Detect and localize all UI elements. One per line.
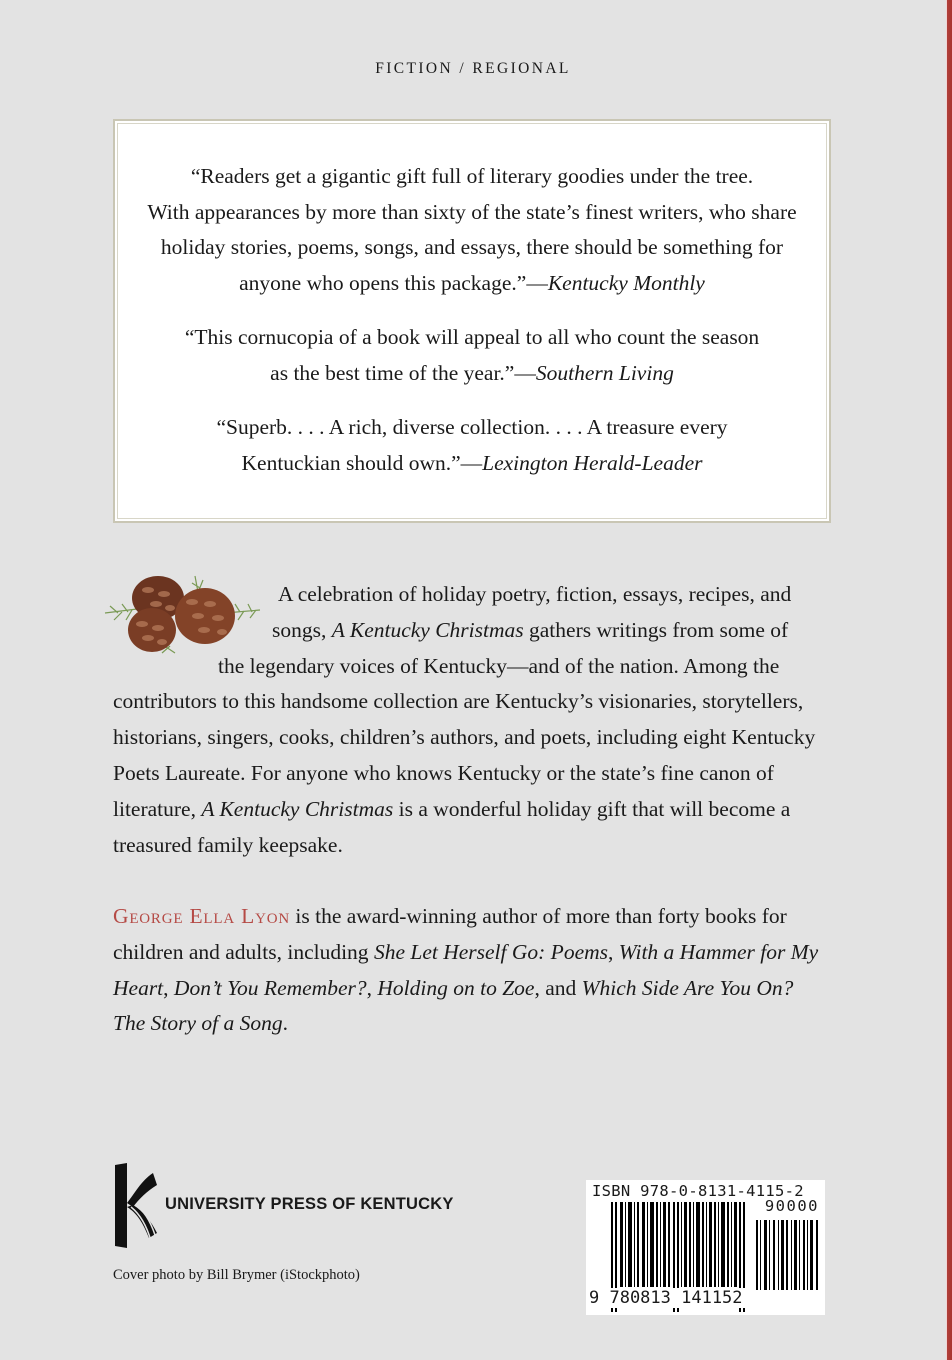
author-name: George Ella Lyon (113, 904, 290, 928)
review-source: Lexington Herald-Leader (482, 450, 703, 475)
review-source: Kentucky Monthly (547, 270, 705, 295)
review-quote-3: “Superb. . . . A rich, diverse collection. . . . A treasure every Kentuckian should own.”—Lexington Herald-Leader (216, 415, 728, 475)
spine-edge (946, 0, 952, 1360)
publisher-name: UNIVERSITY PRESS OF KENTUCKY (165, 1195, 454, 1213)
book-title: A Kentucky Christmas (331, 617, 524, 642)
isbn-barcode (586, 1180, 825, 1315)
review-quotes-box (113, 119, 831, 523)
ean-digits: 9 780813 141152 (589, 1288, 743, 1308)
addon-barcode-bars (756, 1220, 820, 1290)
photo-credit: Cover photo by Bill Brymer (iStockphoto) (113, 1267, 360, 1283)
isbn-label: ISBN 978-0-8131-4115-2 (592, 1182, 804, 1200)
book-description: A celebration of holiday poetry, fiction, essays, recipes, and songs, A Kentucky Christmas gathers writings from some of the legendary voices of Kentucky—and of the nation. Among the contributors to this handsome collection are Kentucky’s visionaries, storytellers, historians, singers, cooks, children’s authors, and poets, including eight Kentucky Poets Laureate. For anyone who knows Kentucky or the state’s fine canon of literature, A Kentucky Christmas is a wonderful holiday gift that will become a treasured family keepsake. (113, 582, 816, 857)
book-title: A Kentucky Christmas (201, 796, 394, 821)
category-label: FICTION / REGIONAL (375, 60, 571, 77)
k-logo-icon (113, 1163, 159, 1248)
review-source: Southern Living (535, 360, 674, 385)
review-quote-2: “This cornucopia of a book will appeal to all who count the season as the best time of the year.”—Southern Living (184, 325, 760, 385)
review-quote-1: “Readers get a gigantic gift full of literary goodies under the tree. With appearances by more than sixty of the state’s finest writers, who share holiday stories, poems, songs, and essays, there should be something for anyone who opens this package.”—Kentucky Monthly (147, 164, 797, 295)
author-bio: George Ella Lyon is the award-winning author of more than forty books for children and adults, including She Let Herself Go: Poems, With a Hammer for My Heart, Don’t You Remember?, Holding on to Zoe, and Which Side Are You On? The Story of a Song. (113, 904, 819, 1036)
addon-price-code: 90000 (764, 1197, 819, 1215)
